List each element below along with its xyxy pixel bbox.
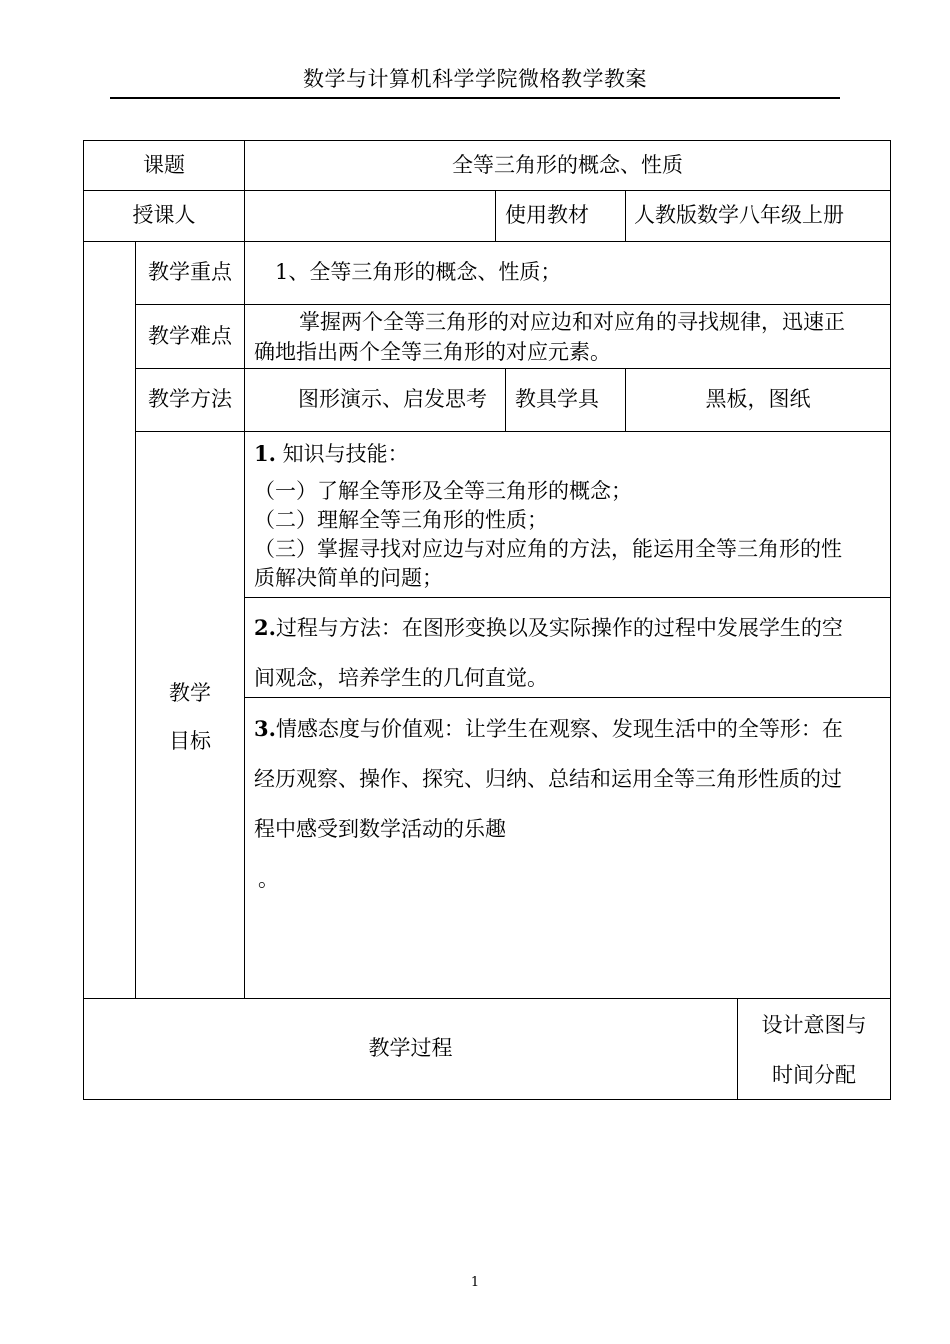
- goal-1-title: 知识与技能：: [282, 442, 409, 466]
- difficulty-label: 教学难点: [148, 323, 232, 348]
- goal-2-line-1: 过程与方法：在图形变换以及实际操作的过程中发展学生的空: [275, 616, 843, 640]
- teacher-label: 授课人: [132, 203, 196, 228]
- method-value: 图形演示、启发思考: [298, 387, 487, 412]
- goal-1-item-3b: 质解决简单的问题；: [254, 566, 443, 590]
- keypoint-value: 1、全等三角形的概念、性质；: [275, 260, 562, 285]
- difficulty-line-2: 确地指出两个全等三角形的对应元素。: [254, 340, 611, 364]
- design-intent-line-2: 时间分配: [772, 1063, 856, 1087]
- method-label: 教学方法: [148, 387, 232, 412]
- page-number: 1: [470, 1275, 480, 1290]
- difficulty-value-cell: [244, 304, 891, 369]
- topic-value: 全等三角形的概念、性质: [452, 152, 683, 177]
- tools-value-cell: [625, 368, 891, 432]
- goals-label-cell: [135, 431, 245, 999]
- goal-3-line-2: 经历观察、操作、探究、归纳、总结和运用全等三角形性质的过: [254, 767, 842, 791]
- textbook-label-cell: [495, 190, 626, 242]
- process-label: 教学过程: [368, 1036, 453, 1061]
- goal-3-number: 3.: [254, 716, 276, 741]
- keypoint-value-cell: [244, 241, 891, 305]
- design-intent-cell: [737, 998, 891, 1100]
- goal-2-number: 2.: [254, 615, 276, 640]
- textbook-value-cell: [625, 190, 891, 242]
- page-header-title: 数学与计算机科学学院微格教学教案: [303, 67, 647, 91]
- textbook-label: 使用教材: [505, 203, 589, 228]
- goal-3-line-3: 程中感受到数学活动的乐趣: [254, 817, 506, 841]
- tools-value: 黑板，图纸: [705, 387, 811, 412]
- method-value-cell: [244, 368, 506, 432]
- goal-2-text: [254, 603, 843, 703]
- side-spacer-column: [83, 241, 136, 999]
- goals-label-line-1: 教学: [169, 681, 211, 705]
- goal-3-line-1: 情感态度与价值观：让学生在观察、发现生活中的全等形：在: [275, 717, 843, 741]
- goal-2-line-2: 间观念，培养学生的几何直觉。: [254, 666, 548, 690]
- goal-1-item-2: （二）理解全等三角形的性质；: [254, 508, 548, 532]
- tools-label-cell: [505, 368, 626, 432]
- design-intent-line-1: 设计意图与: [761, 1013, 867, 1037]
- topic-label-cell: [83, 140, 245, 191]
- header-divider: [110, 97, 840, 99]
- keypoint-label: 教学重点: [148, 260, 232, 285]
- goal-1-number: 1.: [254, 441, 276, 466]
- goal-1-cell: [244, 431, 891, 598]
- topic-value-cell: [244, 140, 891, 191]
- difficulty-line-1: 掌握两个全等三角形的对应边和对应角的寻找规律，迅速正: [299, 310, 845, 334]
- keypoint-label-cell: [135, 241, 245, 305]
- goal-1-heading: [254, 439, 409, 469]
- goal-3-line-4: 。: [258, 867, 279, 891]
- topic-label: 课题: [143, 152, 185, 177]
- goal-2-cell: [244, 597, 891, 698]
- goal-1-items: [254, 477, 842, 593]
- tools-label: 教具学具: [515, 387, 599, 412]
- goal-1-item-3a: （三）掌握寻找对应边与对应角的方法，能运用全等三角形的性: [254, 537, 842, 561]
- goal-3-text: [254, 704, 843, 904]
- teacher-label-cell: [83, 190, 245, 242]
- textbook-value: 人教版数学八年级上册: [634, 203, 844, 228]
- goals-label-line-2: 目标: [169, 729, 211, 753]
- teacher-value-cell: [244, 190, 496, 242]
- process-label-cell: [83, 998, 738, 1100]
- difficulty-label-cell: [135, 304, 245, 369]
- goal-1-item-1: （一）了解全等形及全等三角形的概念；: [254, 479, 632, 503]
- goal-3-cell: [244, 697, 891, 999]
- method-label-cell: [135, 368, 245, 432]
